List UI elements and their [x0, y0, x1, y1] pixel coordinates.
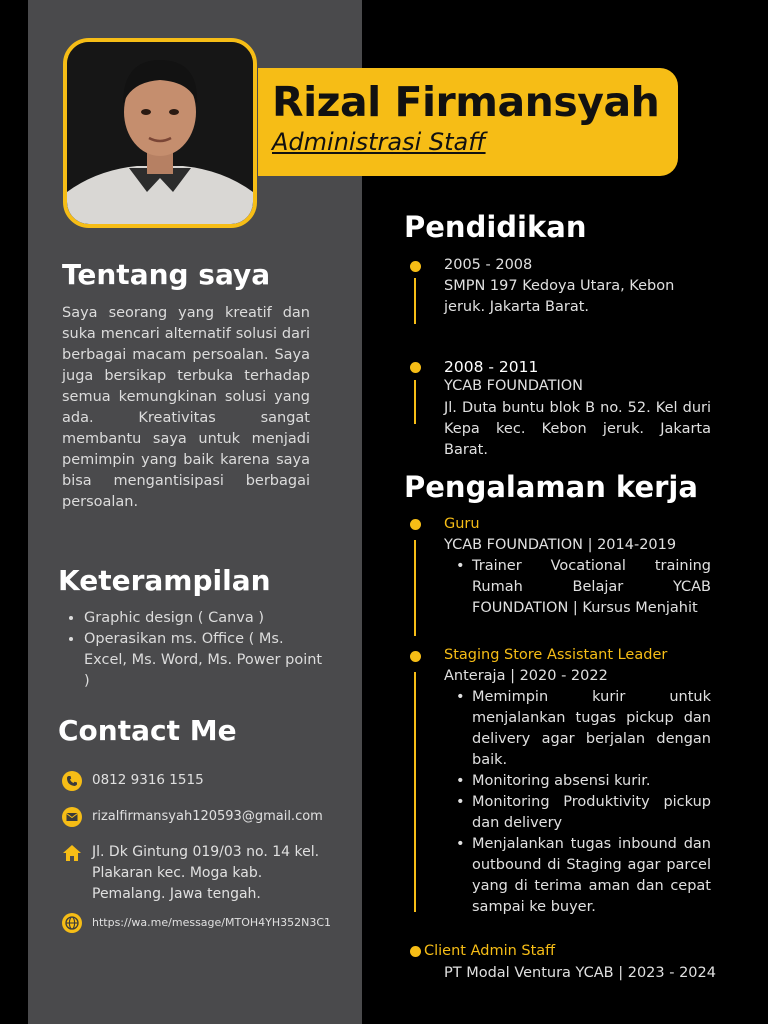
education-detail: Jl. Duta buntu blok B no. 52. Kel duri Kepa kec. Kebon jeruk. Jakarta Barat.	[444, 400, 711, 458]
timeline-line	[414, 672, 416, 912]
phone-icon	[62, 771, 82, 791]
job-title: Staging Store Assistant Leader	[444, 647, 668, 663]
address-text: Jl. Dk Gintung 019/03 no. 14 kel. Plakaran kec. Moga kab. Pemalang. Jawa tengah.	[92, 844, 320, 902]
experience-heading: Pengalaman kerja	[404, 470, 698, 504]
skill-item: • Graphic design ( Canva )	[84, 608, 328, 629]
job-bullets	[472, 687, 711, 918]
job-org: Anteraja | 2020 - 2022	[444, 668, 608, 684]
phone-number[interactable]: 0812 9316 1515	[92, 772, 204, 788]
job-bullet: • Monitoring Produktivity pickup dan delivery	[472, 792, 711, 834]
contact-heading: Contact Me	[58, 714, 237, 747]
profile-name: Rizal Firmansyah	[272, 78, 660, 126]
education-years: 2005 - 2008	[444, 257, 533, 273]
skills-list	[66, 608, 328, 692]
contact-phone	[62, 770, 204, 791]
timeline-dot	[410, 261, 421, 272]
education-detail: SMPN 197 Kedoya Utara, Kebon jeruk. Jakarta Barat.	[444, 278, 675, 315]
timeline-line	[414, 380, 416, 424]
education-school: YCAB FOUNDATION	[444, 378, 583, 394]
timeline-dot	[410, 651, 421, 662]
job-bullet: • Monitoring absensi kurir.	[472, 771, 711, 792]
job-org: PT Modal Ventura YCAB | 2023 - 2024	[444, 965, 716, 981]
about-text: Saya seorang yang kreatif dan suka mencari alternatif solusi dari berbagai macam persoalan. Saya juga bersikap terbuka terhadap semua kemungkinan solusi yang ada. Kreativitas sangat membantu saya untuk menjadi pemimpin yang baik karena saya bisa mengantisipasi berbagai persoalan.	[62, 305, 310, 510]
timeline-line	[414, 540, 416, 636]
job-bullets	[472, 556, 711, 619]
whatsapp-link[interactable]: https://wa.me/message/MTOH4YH352N3C1	[92, 916, 332, 929]
job-bullet: • Menjalankan tugas inbound dan outbound di Staging agar parcel yang di terima aman dan cepat sampai ke buyer.	[472, 834, 711, 918]
email-address[interactable]: rizalfirmansyah120593@gmail.com	[92, 809, 323, 824]
profile-role: Administrasi Staff	[272, 128, 486, 156]
timeline-dot	[410, 362, 421, 373]
timeline-line	[414, 278, 416, 324]
about-heading: Tentang saya	[62, 258, 271, 291]
contact-link	[62, 912, 331, 933]
job-title: Guru	[444, 516, 480, 532]
job-title: Client Admin Staff	[424, 943, 556, 959]
home-icon	[62, 843, 82, 863]
timeline-dot	[410, 519, 421, 530]
job-org: YCAB FOUNDATION | 2014-2019	[444, 537, 677, 553]
contact-address	[62, 842, 322, 905]
skill-item: • Operasikan ms. Office ( Ms. Excel, Ms. Word, Ms. Power point )	[84, 629, 328, 692]
envelope-icon	[62, 807, 82, 827]
skills-heading: Keterampilan	[58, 564, 271, 597]
education-years: 2008 - 2011	[444, 358, 539, 376]
contact-email	[62, 806, 323, 827]
education-heading: Pendidikan	[404, 210, 587, 244]
globe-icon	[62, 913, 82, 933]
timeline-dot	[410, 946, 421, 957]
job-bullet: • Trainer Vocational training Rumah Belajar YCAB FOUNDATION | Kursus Menjahit	[472, 556, 711, 619]
profile-photo	[63, 38, 257, 228]
job-bullet: • Memimpin kurir untuk menjalankan tugas pickup dan delivery agar berjalan dengan baik.	[472, 687, 711, 771]
